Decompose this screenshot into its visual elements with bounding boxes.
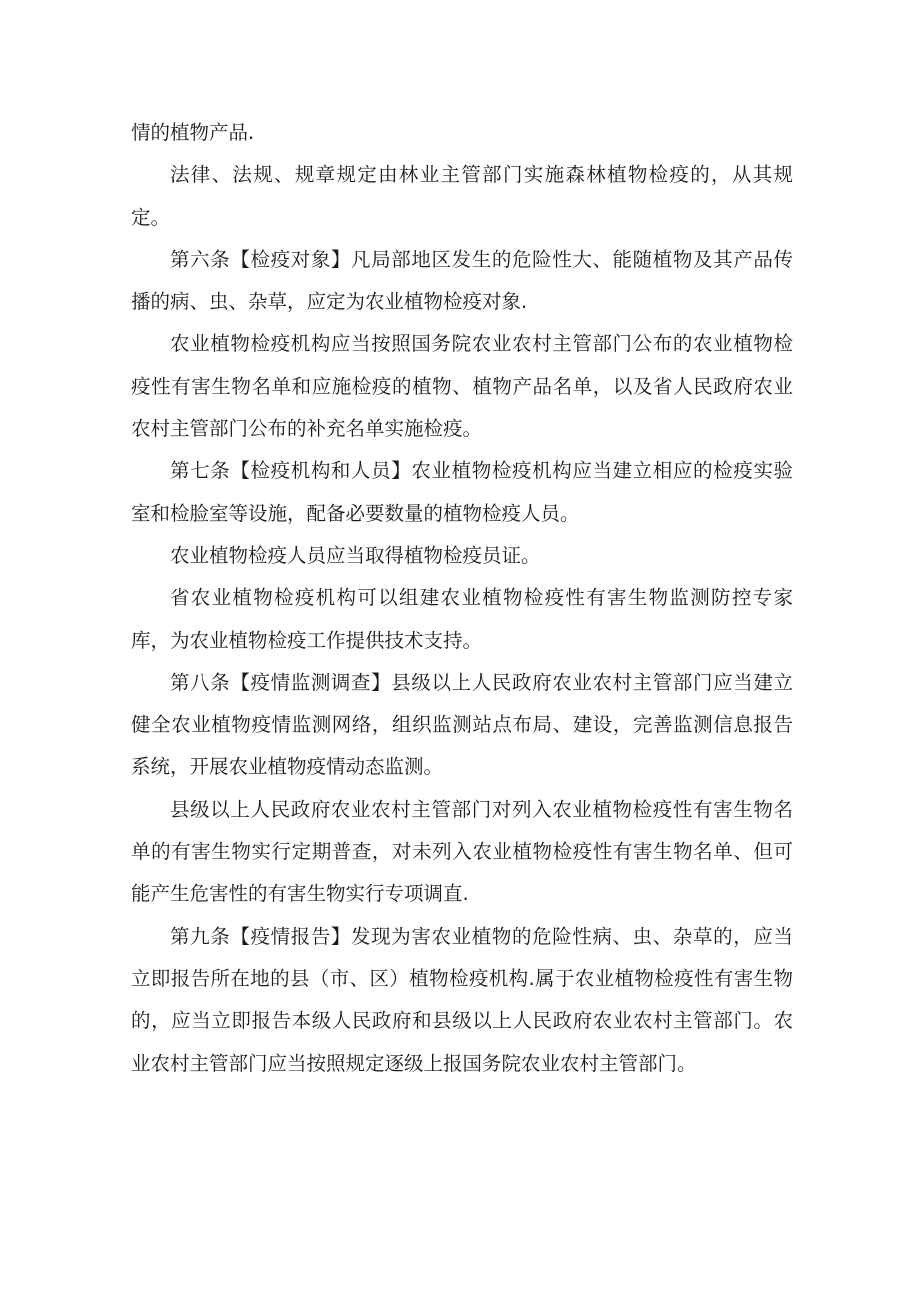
paragraph-article-9: 第九条【疫情报告】发现为害农业植物的危险性病、虫、杂草的，应当立即报告所在地的县（市、区）植物检疫机构.属于农业植物检疫性有害生物的，应当立即报告本级人民政府和县级以上人民政府农业农村主管部门。农业农村主管部门应当按照规定逐级上报国务院农业农村主管部门。 — [131, 924, 793, 1075]
paragraph-article-7: 第七条【检疫机构和人员】农业植物检疫机构应当建立相应的检疫实验室和检脸室等设施，配备必要数量的植物检疫人员。 — [131, 459, 793, 525]
paragraph-article-6: 第六条【检疫对象】凡局部地区发生的危险性大、能随植物及其产品传播的病、虫、杂草，应定为农业植物检疫对象. — [131, 247, 793, 314]
paragraph-article-6-lists: 农业植物检疫机构应当按照国务院农业农村主管部门公布的农业植物检疫性有害生物名单和应施检疫的植物、植物产品名单，以及省人民政府农业农村主管部门公布的补充名单实施检疫。 — [131, 332, 793, 441]
paragraph-article-7-certificate: 农业植物检疫人员应当取得植物检疫员证。 — [170, 543, 541, 567]
document-body — [131, 112, 793, 1085]
paragraph-continuation: 情的植物产品. — [131, 121, 255, 144]
paragraph-article-7-experts: 省农业植物检疫机构可以组建农业植物检疫性有害生物监测防控专家库，为农业植物检疫工作提供技术支持。 — [131, 586, 793, 652]
paragraph-article-8-survey: 县级以上人民政府农业农村主管部门对列入农业植物检疫性有害生物名单的有害生物实行定期普查，对未列入农业植物检疫性有害生物名单、但可能产生危害性的有害生物实行专项调直. — [131, 797, 793, 906]
paragraph-article-8: 第八条【疫情监测调查】县级以上人民政府农业农村主管部门应当建立健全农业植物疫情监测网络，组织监测站点布局、建设，完善监测信息报告系统，开展农业植物疫情动态监测。 — [131, 670, 793, 779]
paragraph-forestry-exception: 法律、法规、规章规定由林业主管部门实施森林植物检疫的，从其规定。 — [131, 163, 793, 229]
